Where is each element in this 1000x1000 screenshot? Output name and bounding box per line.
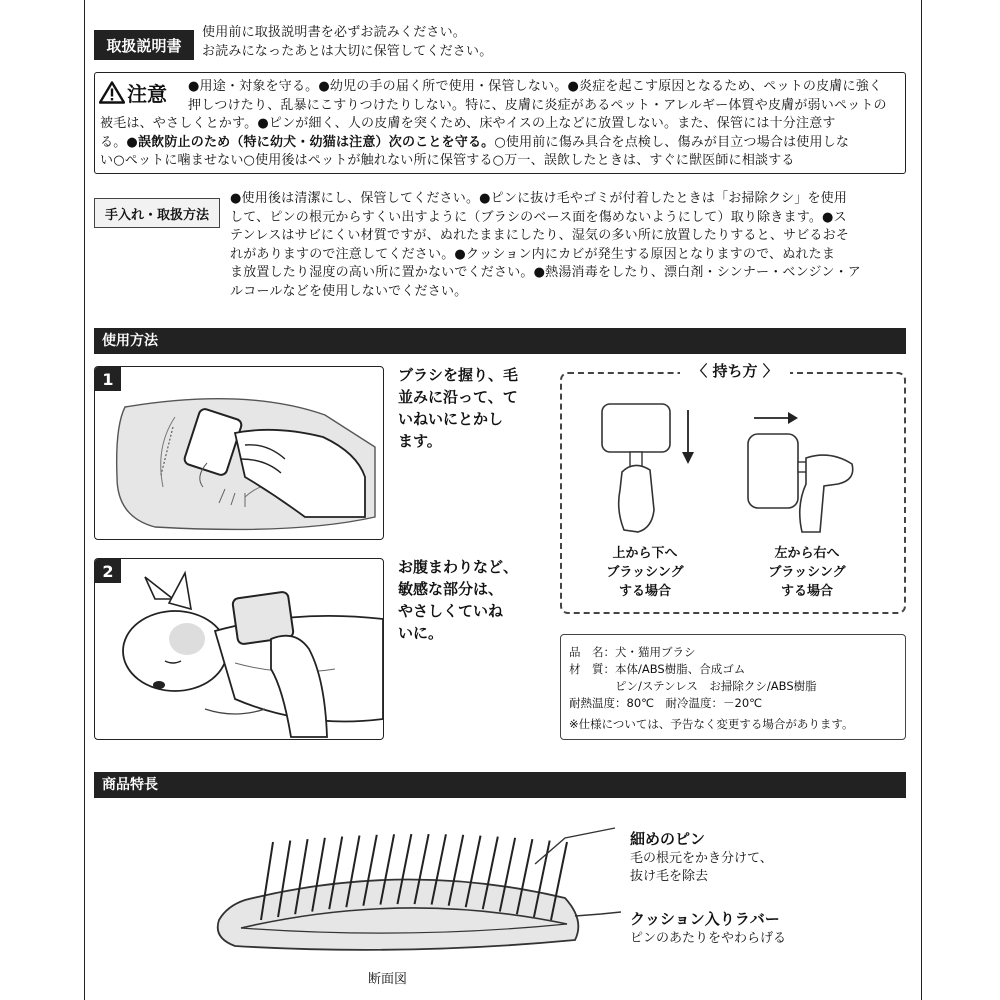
- caution-line: 押しつけたり、乱暴にこすりつけたりしない。特に、皮膚に炎症があるペット・アレルギー体質や皮膚が弱いペットの: [188, 97, 887, 113]
- caution-label-text: 注意: [127, 82, 167, 106]
- step2-line: 敏感な部分は、: [398, 580, 504, 598]
- hold-vertical-illustration: [598, 400, 708, 536]
- brushing-back-illustration: [95, 367, 384, 540]
- step1-line: いねいにとかし: [398, 410, 504, 428]
- care-line: ま放置したり湿度の高い所に置かないでください。●熱湯消毒をしたり、漂白剤・シンナー・ベンジン・ア: [230, 265, 861, 281]
- hold-horizontal-illustration: [740, 410, 870, 536]
- step2-number: 2: [95, 559, 121, 583]
- handling-manual-line: お読みになったあとは大切に保管してください。: [202, 43, 493, 59]
- top-to-bottom-caption: [590, 544, 700, 601]
- step1-line: ます。: [398, 432, 442, 450]
- step1-illustration: [94, 366, 384, 540]
- care-label: 手入れ・取扱方法: [94, 198, 220, 228]
- spec-box: [560, 634, 906, 740]
- handling-manual-label: 取扱説明書: [94, 30, 194, 60]
- care-line: して、ピンの根元からすくい出すように（ブラシのベース面を傷めないようにして）取り除きます。●ス: [230, 209, 847, 225]
- care-line: ルコールなどを使用しないでください。: [230, 283, 468, 299]
- care-line: ●使用後は清潔にし、保管してください。●ピンに抜け毛やゴミが付着したときは「お掃除クシ」を使用: [230, 191, 848, 206]
- caption-line: 上から下へ: [612, 546, 678, 561]
- spec-line: 材 質：本体/ABS樹脂、合成ゴム: [569, 662, 746, 676]
- thin-pin-title: 細めのピン: [630, 830, 706, 848]
- how-to-hold-title: 〈 持ち方 〉: [680, 360, 790, 381]
- usage-section-bar: 使用方法: [94, 328, 906, 354]
- step2-line: いに。: [398, 624, 444, 642]
- care-line: テンレスはサビにくい材質ですが、ぬれたままにしたり、湿気の多い所に放置したりすると、サビるおそ: [230, 228, 850, 244]
- caution-line: [100, 134, 900, 153]
- spec-line: ピン/ステンレス お掃除クシ/ABS樹脂: [569, 679, 817, 693]
- caption-line: 左から右へ: [774, 546, 840, 561]
- handling-manual-line: 使用前に取扱説明書を必ずお読みください。: [202, 25, 467, 40]
- step2-line: お腹まわりなど、: [398, 558, 519, 576]
- spec-line: ※仕様については、予告なく変更する場合があります。: [569, 717, 854, 731]
- cushion-rubber-title: クッション入りラバー: [630, 910, 780, 928]
- caution-bold-text: ●誤飲防止のため（特に幼犬・幼猫は注意）次のことを守る。: [126, 134, 495, 150]
- spec-line: 品 名：犬・猫用ブラシ: [569, 645, 696, 659]
- caution-line: い○ペットに噛ませない○使用後はペットが触れない所に保管する○万一、誤飲したときは、すぐに獣医師に相談する: [100, 153, 795, 169]
- caption-line: する場合: [780, 584, 833, 599]
- step1-line: ブラシを握り、毛: [398, 366, 519, 384]
- chihuahua-belly-illustration: [95, 559, 384, 740]
- step2-line: やさしくていね: [398, 602, 504, 620]
- caution-line-part: ○使用前に傷み具合を点検し、傷みが目立つ場合は使用しな: [494, 134, 850, 150]
- cushion-rubber-desc: [630, 930, 786, 948]
- thin-pin-desc: [630, 850, 773, 886]
- caution-line: ●用途・対象を守る。●幼児の手の届く所で使用・保管しない。●炎症を起こす原因となるため、ペットの皮膚に強く: [188, 79, 883, 94]
- thin-pin-line: 抜け毛を除去: [630, 869, 709, 884]
- caution-line-part: る。: [100, 134, 127, 150]
- cushion-rubber-line: ピンのあたりをやわらげる: [630, 931, 787, 946]
- brush-cross-section-diagram: [205, 820, 625, 970]
- caption-line: ブラッシング: [768, 565, 846, 580]
- step1-number: 1: [95, 367, 121, 391]
- care-line: れがありますので注意してください。●クッション内にカビが発生する原因となりますので、ぬれたま: [230, 246, 836, 262]
- caption-line: する場合: [618, 584, 671, 599]
- care-text: [230, 190, 861, 302]
- cross-section-label: 断面図: [368, 972, 408, 987]
- step1-text: [398, 364, 518, 452]
- step2-text: [398, 556, 518, 644]
- left-to-right-caption: [752, 544, 862, 601]
- step1-line: 並みに沿って、て: [398, 388, 518, 406]
- caution-line: 被毛は、やさしくとかす。●ピンが細く、人の皮膚を突くため、床やイスの上などに放置しない。また、保管には十分注意す: [100, 116, 836, 132]
- thin-pin-line: 毛の根元をかき分けて、: [630, 851, 773, 866]
- features-section-bar: 商品特長: [94, 772, 906, 798]
- handling-manual-text: [202, 24, 492, 61]
- step2-illustration: [94, 558, 384, 740]
- caution-text: [100, 78, 900, 171]
- spec-line: 耐熱温度：80℃ 耐冷温度：－20℃: [569, 696, 763, 710]
- caption-line: ブラッシング: [606, 565, 684, 580]
